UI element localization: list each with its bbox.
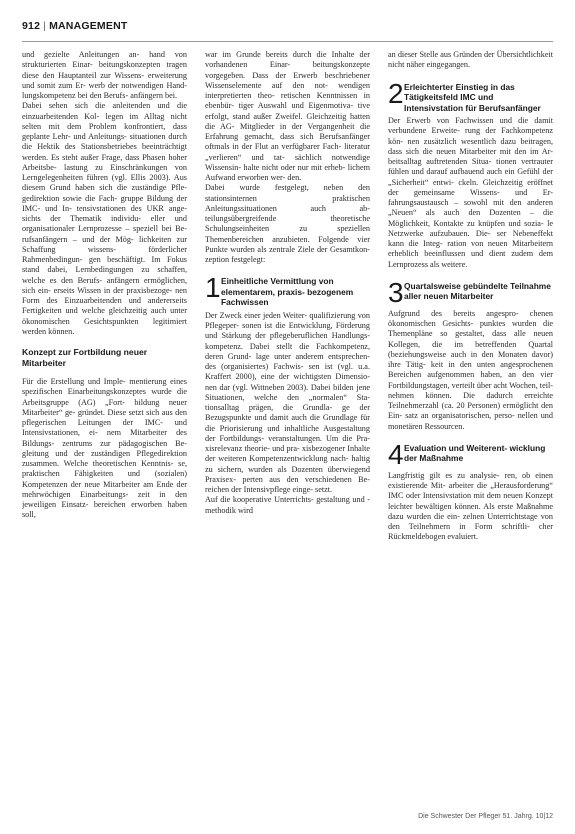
- paragraph: Der Zweck einer jeden Weiter- qualifizierung von Pflegeper- sonen ist die Entwicklung, Förderung und Stärkung der pflegeberuflichen Handlungs- kompetenz. Dabei stellt die Fachkompetenz, deren Grund- lage unter anderem entsprechen- des (organisiertes) Fachwis- sen ist (vgl. u.a. Kraffert 2000), eine der wichtigsten Dimensio- nen dar (vgl. Wittneben 2003). Dabei bilden jene Situationen, welche den „normalen“ Sta- tionsalltag prägen, die Grundla- ge der Bezugspunkte und damit auch die Grundlage für die Priorisierung und inhaltliche Ausgestaltung der Fortbildungs- veranstaltungen. Um die Pra- xisrelevanz theorie- und pra- xisbezogener Inhalte der weiteren Kompetenzentwicklung nach- haltig zu sichern, wurden als Dozenten überwiegend Praxisex- perten aus den verschiedenen Be- reichen der Intensivpflege einge- setzt.: [205, 310, 370, 494]
- heading-title: Evaluation und Weiterent- wicklung der Maßnahme: [404, 442, 546, 464]
- heading-number: 3: [388, 276, 404, 308]
- paragraph: Langfristig gilt es zu analysie- ren, ob einen existierende Mit- arbeiter die „Herausforderung“ IMC oder Intensivstation mit dem neuen Konzept leichter bewältigen können. Als erste Maßnahme dazu wurden die ein- zelnen Unterrichtstage von den Teilnehmern in Form schriftli- cher Rückmeldebogen evaluiert.: [388, 470, 553, 542]
- running-head: [22, 20, 553, 32]
- subheading: Konzept zur Fortbildung neuer Mitarbeiter: [22, 347, 148, 368]
- paragraph: Für die Erstellung und Imple- mentierung eines spezifischen Einarbeitungskonzeptes wurde die Arbeitsgruppe (AG) „Fort- bildung neuer Mitarbeiter“ ge- gründet. Diese setzt sich aus den pflegerischen Leitungen der IMC- und Intensivstationen, ei- nem Mitarbeiter des Bildungs- zentrums zur pädagogischen Be- gleitung und der zuständigen Pflegedirektion zusammen. Welche theoretischen Kenntnis- se, praktischen Fähigkeiten und (sozialen) Kompetenzen der neue Mitarbeiter am Ende der mehrwöchigen Einarbeitungs- zeit in den jeweiligen Einsatz- bereichen erworben haben soll,: [22, 377, 187, 520]
- paragraph: Dabei wurde festgelegt, neben den stationsinternen praktischen Anleitungssituationen auch ab- teilungsübergreifende theoretische Schulungseinheiten zu speziellen Themenbereichen anzubieten. Folgende vier Punkte wurden als zentrale Ziele der Gesamtkon- zeption festgelegt:: [205, 183, 370, 264]
- numbered-heading-1: [205, 272, 370, 308]
- paragraph: und gezielte Anleitungen an- hand von strukturierten Einar- beitungskonzepten tragen diese den Hauptanteil zur Wissens- erweiterung und somit zum Er- werb der notwendigen Hand- lungskompetenz bei den Berufs- anfängern bei.: [22, 50, 187, 100]
- numbered-heading-3: [388, 276, 553, 308]
- column-3: [388, 50, 553, 800]
- heading-number: 2: [388, 77, 404, 109]
- section-title: MANAGEMENT: [49, 20, 128, 32]
- numbered-heading-2: [388, 77, 553, 114]
- paragraph: Der Erwerb von Fachwissen und die damit verbundene Erweite- rung der Fachkompetenz kön- nen zusätzlich wesentlich dazu beitragen, dass sich die neuen Mitarbeiter mit den im Ar- beitsalltag auftretenden Situa- tionen vertrauter fühlen und darauf aufbauend auch ein Gefühl der „Sicherheit“ entwi- ckeln. Gleichzeitig eröffnet der gemeinsame Wissens- und Er- fahrungsaustausch – sowohl mit den anderen „Neuen“ als auch den Dozenten – die Möglichkeit, Kontakte zu knüpfen und sozia- le Netzwerke aufzubauen. Die- ser Nebeneffekt kann die Integ- ration von neuen Mitarbeitern erheblich beeinflussen und dient zudem dem Lernprozess als weitere.: [388, 116, 553, 269]
- heading-title: Erleichterter Einstieg in das Tätigkeitsfeld IMC und Intensivstation für Berufsanfänger: [404, 81, 541, 113]
- heading-title: Einheitliche Vermittlung von elementarem, praxis- bezogenem Fachwissen: [221, 276, 354, 308]
- page-number: 912: [22, 20, 41, 32]
- page-footer: Die Schwester Der Pfleger 51. Jahrg. 10|12: [418, 813, 553, 820]
- numbered-heading-4: [388, 438, 553, 470]
- header-separator: |: [43, 20, 47, 32]
- paragraph: Auf die kooperative Unterrichts- gestaltung und -methodik wird: [205, 495, 370, 515]
- article-columns: [22, 50, 553, 800]
- column-2: [205, 50, 370, 800]
- paragraph: Dabei sehen sich die anleitenden und die einzuarbeitenden Kol- legen im Alltag nicht selten mit dem Problem konfrontiert, dass geplante Lehr- und Anleitungs- situationen durch die Hektik des Stationsbetriebes beeinträchtigt werden. Es steht außer Frage, dass Phasen hoher Arbeitsbe- lastung zu Einschränkungen von Lerngelegenheiten führen (vgl. Ellis 2003). Aus diesem Grund haben sich die zuständige Pfle- gedirektion sowie die Fach- gruppe Bildung der IMC- und In- tensivstationen des UKR ange- sichts der Thematik individu- eller und organisationaler Lernprozesse – speziell bei Be- rufsanfängern – und der Mög- lichkeiten zur Schaffung wissens- förderlicher Rahmenbedingun- gen beschäftigt. Im Fokus stand dabei, Lernbedingungen zu schaffen, welche es den Berufs- anfängern ermöglichen, sich ein- erseits Wissen in der praxisbezoge- nen Form des Einzuarbeitenden und andererseits Fertigkeiten und welche gleichzeitig auch unter ökonomischen Gesichtspunkten legitimiert werden können.: [22, 101, 187, 336]
- column-1: [22, 50, 187, 800]
- paragraph: war im Grunde bereits durch die Inhalte der vorhandenen Einar- beitungskonzepte vorgegeben. Dass der Erwerb beschriebener Wissenselemente auf den not- wendigen interpretierten theo- retischen Kenntnissen in ebenbür- tiger Auswahl und Eigenmotiva- tive erfolgt, stand außer Zweifel. Gleichzeitig hatten die AG- Mitglieder in der Vergangenheit die Erfahrung gemacht, dass sich Berufsanfänger oftmals in der Flut an verfügbarer Fach- literatur „verlieren“ und tat- sächlich notwendige Wissensin- halte nicht oder nur mit erheb- lichem Aufwand erworben wer- den.: [205, 50, 370, 182]
- header-rule: [22, 41, 553, 42]
- heading-number: 1: [205, 272, 221, 304]
- paragraph: an dieser Stelle aus Gründen der Übersichtlichkeit nicht näher eingegangen.: [388, 50, 553, 70]
- heading-number: 4: [388, 438, 404, 470]
- heading-title: Quartalsweise gebündelte Teilnahme aller neuen Mitarbeiter: [404, 280, 551, 302]
- paragraph: Aufgrund des bereits angespro- chenen ökonomischen Gesichts- punktes wurden die Themenpläne so gestaltet, dass alle neuen Kollegen, die im betreffenden Quartal (beziehungsweise auch in den Monaten davor) ihre Tätig- keit in den unten angesprochenen Bereichen aufgenommen haben, an den vier Fortbildungstagen, verteilt über acht Wochen, teil- nehmen können. Die dadurch erreichte Teilnehmerzahl (ca. 20 Personen) ermöglicht den Ein- satz an organisatorischen, perso- nellen und monetären Ressourcen.: [388, 308, 553, 431]
